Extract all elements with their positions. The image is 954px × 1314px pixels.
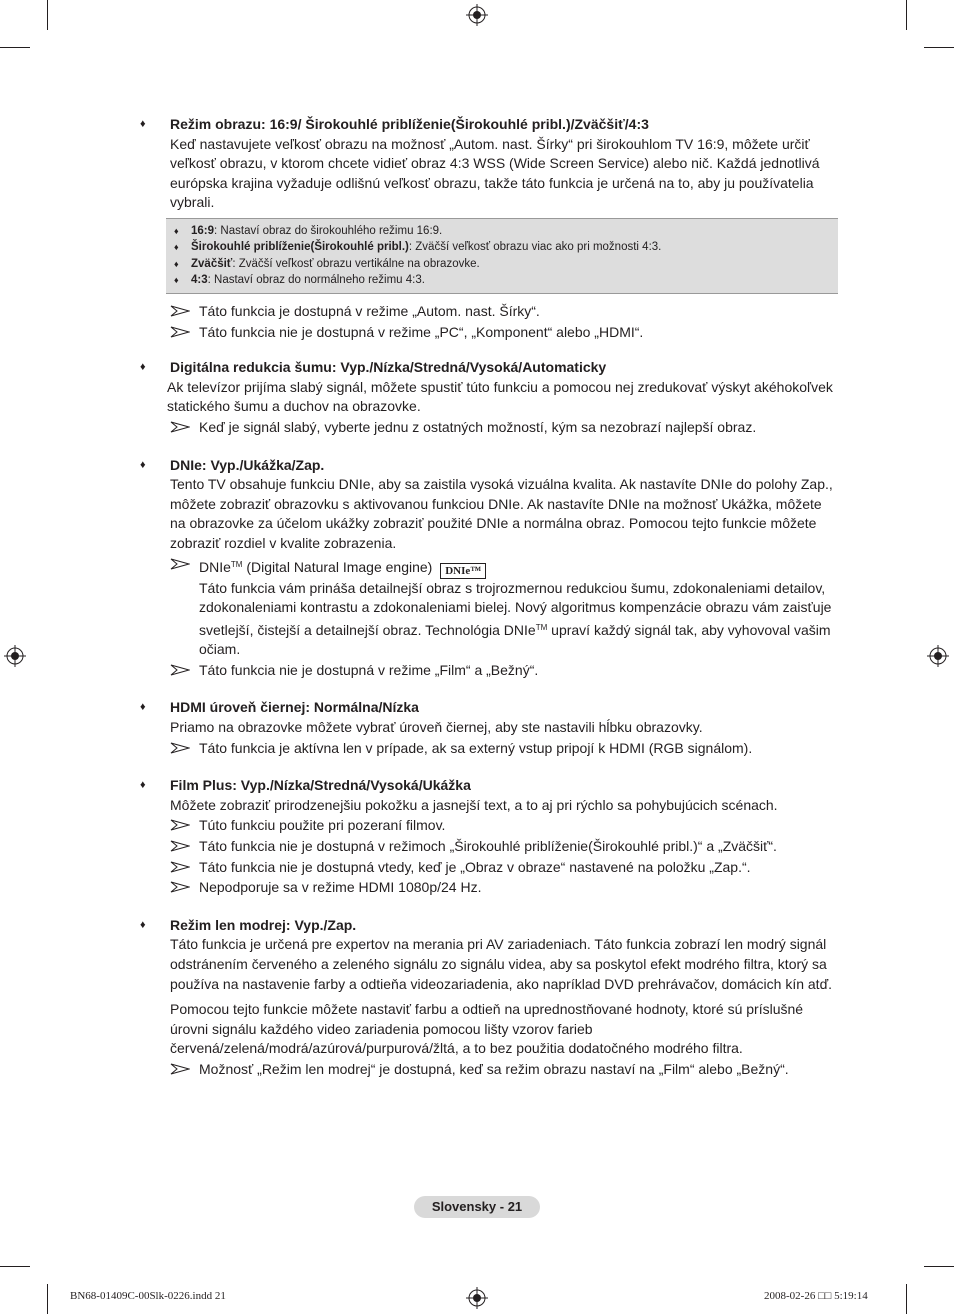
option-text: : Zväčší veľkosť obrazu vertikálne na obrazovke. xyxy=(232,257,480,270)
paragraph: Keď nastavujete veľkosť obrazu na možnosť „Autom. nast. Šírky“ pri širokouhlom TV 16:9, môžete určiť veľkosť obrazu, v ktorom chcete vidieť obraz 4:3 WSS (Wide Screen Service) alebo nič. Každá jednotlivá európska krajina vyžaduje odlišnú veľkosť obrazu, takže táto funkcia je určená na to, aby ju používatelia vybrali. xyxy=(170,135,820,211)
bullet-icon: ♦ xyxy=(140,779,146,792)
paragraph: Tento TV obsahuje funkciu DNIe, aby sa zaistila vysoká vizuálna kvalita. Ak nastavíte DNIe do polohy Zap., môžete zobraziť obrazovku s aktivovanou funkciou DNIe. Ak nastavíte DNIe na možnosť Ukážka, môžete na obrazovke za účelom ukážky zobraziť použité DNIe a normálna obraz. Pomocou tejto funkcie môžete zobraziť rozdiel v kvalite zobrazenia. xyxy=(170,476,833,551)
section-film-plus xyxy=(140,776,840,898)
crop-mark xyxy=(47,0,48,30)
section-heading: HDMI úroveň čiernej: Normálna/Nízka xyxy=(170,699,419,716)
registration-mark-icon xyxy=(927,645,949,667)
note-text: Túto funkciu použite pri pozeraní filmov. xyxy=(199,817,446,834)
dnie-text: upraví každý signál tak, aby vyhovoval vašim očiam. xyxy=(199,621,831,658)
section-dnie xyxy=(140,456,840,681)
section-blue-only xyxy=(140,916,840,1080)
note-arrow-icon xyxy=(170,326,190,338)
option-item xyxy=(174,272,838,289)
crop-mark xyxy=(924,1266,954,1267)
section-noise-reduction xyxy=(140,358,840,437)
note-text: Táto funkcia nie je dostupná vtedy, keď je „Obraz v obraze“ nastavené na položku „Zap.“. xyxy=(199,858,751,875)
note-arrow-icon xyxy=(170,421,190,433)
note-arrow-icon xyxy=(170,840,190,852)
footer-datetime: 2008-02-26 □□ 5:19:14 xyxy=(764,1290,868,1302)
note-text: Nepodporuje sa v režime HDMI 1080p/24 Hz. xyxy=(199,879,482,896)
note-arrow-icon xyxy=(170,1063,190,1075)
trademark: TM xyxy=(535,622,548,632)
crop-mark xyxy=(0,1266,30,1267)
note-dnie xyxy=(170,555,840,660)
note-arrow-icon xyxy=(170,742,190,754)
page-content xyxy=(140,115,840,1092)
note-arrow-icon xyxy=(170,861,190,873)
note-text: Táto funkcia je dostupná v režime „Autom. nast. Šírky“. xyxy=(199,302,540,319)
note xyxy=(170,1060,840,1080)
note xyxy=(170,323,840,343)
note-text: Táto funkcia nie je dostupná v režimoch „Širokouhlé priblíženie(Širokouhlé pribl.)“ a „Zväčšiť“. xyxy=(199,838,777,855)
note-text: Táto funkcia nie je dostupná v režime „PC“, „Komponent“ alebo „HDMI“. xyxy=(199,323,644,340)
option-text: : Zväčší veľkosť obrazu viac ako pri možnosti 4:3. xyxy=(408,241,662,254)
option-text: : Nastaví obraz do širokouhlého režimu 16:9. xyxy=(214,224,443,237)
section-picture-size xyxy=(140,115,840,342)
option-term: Širokouhlé priblíženie(Širokouhlé pribl.) xyxy=(191,241,409,254)
option-item xyxy=(174,223,838,240)
crop-mark xyxy=(906,1284,907,1314)
note-arrow-icon xyxy=(170,305,190,317)
note-text: Keď je signál slabý, vyberte jednu z ostatných možností, kým sa nezobrazí najlepší obraz. xyxy=(199,418,757,435)
option-term: 4:3 xyxy=(191,274,208,287)
note-arrow-icon xyxy=(170,558,190,570)
note xyxy=(170,837,840,857)
crop-mark xyxy=(47,1284,48,1314)
page-number-badge: Slovensky - 21 xyxy=(414,1196,540,1218)
section-hdmi-black xyxy=(140,698,840,758)
note xyxy=(170,661,840,681)
section-heading: DNIe: Vyp./Ukážka/Zap. xyxy=(170,456,325,473)
bullet-icon: ♦ xyxy=(140,361,146,374)
section-heading: Film Plus: Vyp./Nízka/Stredná/Vysoká/Ukážka xyxy=(170,777,471,794)
registration-mark-icon xyxy=(4,645,26,667)
option-term: Zväčšiť xyxy=(191,257,233,270)
note xyxy=(170,858,840,878)
note-arrow-icon xyxy=(170,819,190,831)
section-heading: Režim obrazu: 16:9/ Širokouhlé priblíženie(Širokouhlé pribl.)/Zväčšiť/4:3 xyxy=(170,116,649,132)
footer-file: BN68-01409C-00Slk-0226.indd 21 xyxy=(70,1290,226,1302)
trademark: TM xyxy=(230,559,243,569)
note-text: Možnosť „Režim len modrej“ je dostupná, keď sa režim obrazu nastaví na „Film“ alebo „Bežný“. xyxy=(199,1060,789,1077)
bullet-icon: ♦ xyxy=(140,918,146,931)
bullet-icon: ♦ xyxy=(174,258,179,269)
paragraph: Pomocou tejto funkcie môžete nastaviť farbu a odtieň na uprednostňované hodnoty, ktoré sú príslušné úrovni signálu každého video zariadenia pomocou lišty vzorov farieb červená/zelená/modrá/azúrová/purpurová/žltá, a to bez použitia dodatočného modrého filtra. xyxy=(170,1001,804,1057)
bullet-icon: ♦ xyxy=(174,275,179,286)
crop-mark xyxy=(0,47,30,48)
note xyxy=(170,302,840,322)
note xyxy=(170,739,840,759)
paragraph: Táto funkcia je určená pre expertov na merania pri AV zariadeniach. Táto funkcia zobrazí len modrý signál odstránením červeného a zeleného signálu zo signálu videa, aby sa poskytol efekt modrého filtra, ktorý sa používa na nastavenie farby a odtieňa videozariadenia, ako napríklad DVD prehrávačov, domácich kín atď. xyxy=(170,936,833,992)
bullet-icon: ♦ xyxy=(174,242,179,253)
registration-mark-icon xyxy=(466,4,488,26)
crop-mark xyxy=(924,47,954,48)
paragraph: Môžete zobraziť prirodzenejšiu pokožku a jasnejší text, a to aj pri rýchlo sa pohybujúcich scénach. xyxy=(170,796,778,813)
options-box xyxy=(166,218,838,294)
dnie-suffix: (Digital Natural Image engine) xyxy=(242,558,433,575)
registration-mark-icon xyxy=(466,1287,488,1309)
dnie-description xyxy=(199,579,840,660)
note-arrow-icon xyxy=(170,881,190,893)
note xyxy=(170,878,840,898)
paragraph: Priamo na obrazovke môžete vybrať úroveň čiernej, aby ste nastavili hĺbku obrazovky. xyxy=(170,719,703,736)
paragraph: Ak televízor prijíma slabý signál, môžete spustiť túto funkciu a pomocou nej zredukovať výskyt akéhokoľvek statického šumu a duchov na obrazovke. xyxy=(167,378,833,415)
bullet-icon: ♦ xyxy=(140,458,146,471)
option-item xyxy=(174,239,838,256)
crop-mark xyxy=(906,0,907,30)
bullet-icon: ♦ xyxy=(140,118,146,130)
dnie-name: DNIe xyxy=(199,558,231,575)
option-term: 16:9 xyxy=(191,224,215,237)
bullet-icon: ♦ xyxy=(174,225,179,236)
note-text: Táto funkcia je aktívna len v prípade, ak sa externý vstup pripojí k HDMI (RGB signálom). xyxy=(199,739,753,756)
option-text: : Nastaví obraz do normálneho režimu 4:3. xyxy=(207,274,425,287)
note-arrow-icon xyxy=(170,664,190,676)
note xyxy=(170,816,840,836)
note-text: Táto funkcia nie je dostupná v režime „Film“ a „Bežný“. xyxy=(199,661,539,678)
dnie-text: Táto funkcia vám prináša detailnejší obraz s trojrozmernou redukciou šumu, zdokonaleniami detailov, zdokonaleniami kontrastu a zdokonaleniami bielej. Nový algoritmus kompenzácie obrazu vám zaisťuje svetlejší, čistejší a detailnejší obraz. Technológia DNIe xyxy=(199,579,832,638)
bullet-icon: ♦ xyxy=(140,701,146,714)
section-heading: Digitálna redukcia šumu: Vyp./Nízka/Stredná/Vysoká/Automaticky xyxy=(170,359,607,376)
section-heading: Režim len modrej: Vyp./Zap. xyxy=(170,916,357,933)
dnie-logo: DNIe™ xyxy=(440,563,486,579)
option-item xyxy=(174,256,838,273)
note xyxy=(170,418,840,438)
